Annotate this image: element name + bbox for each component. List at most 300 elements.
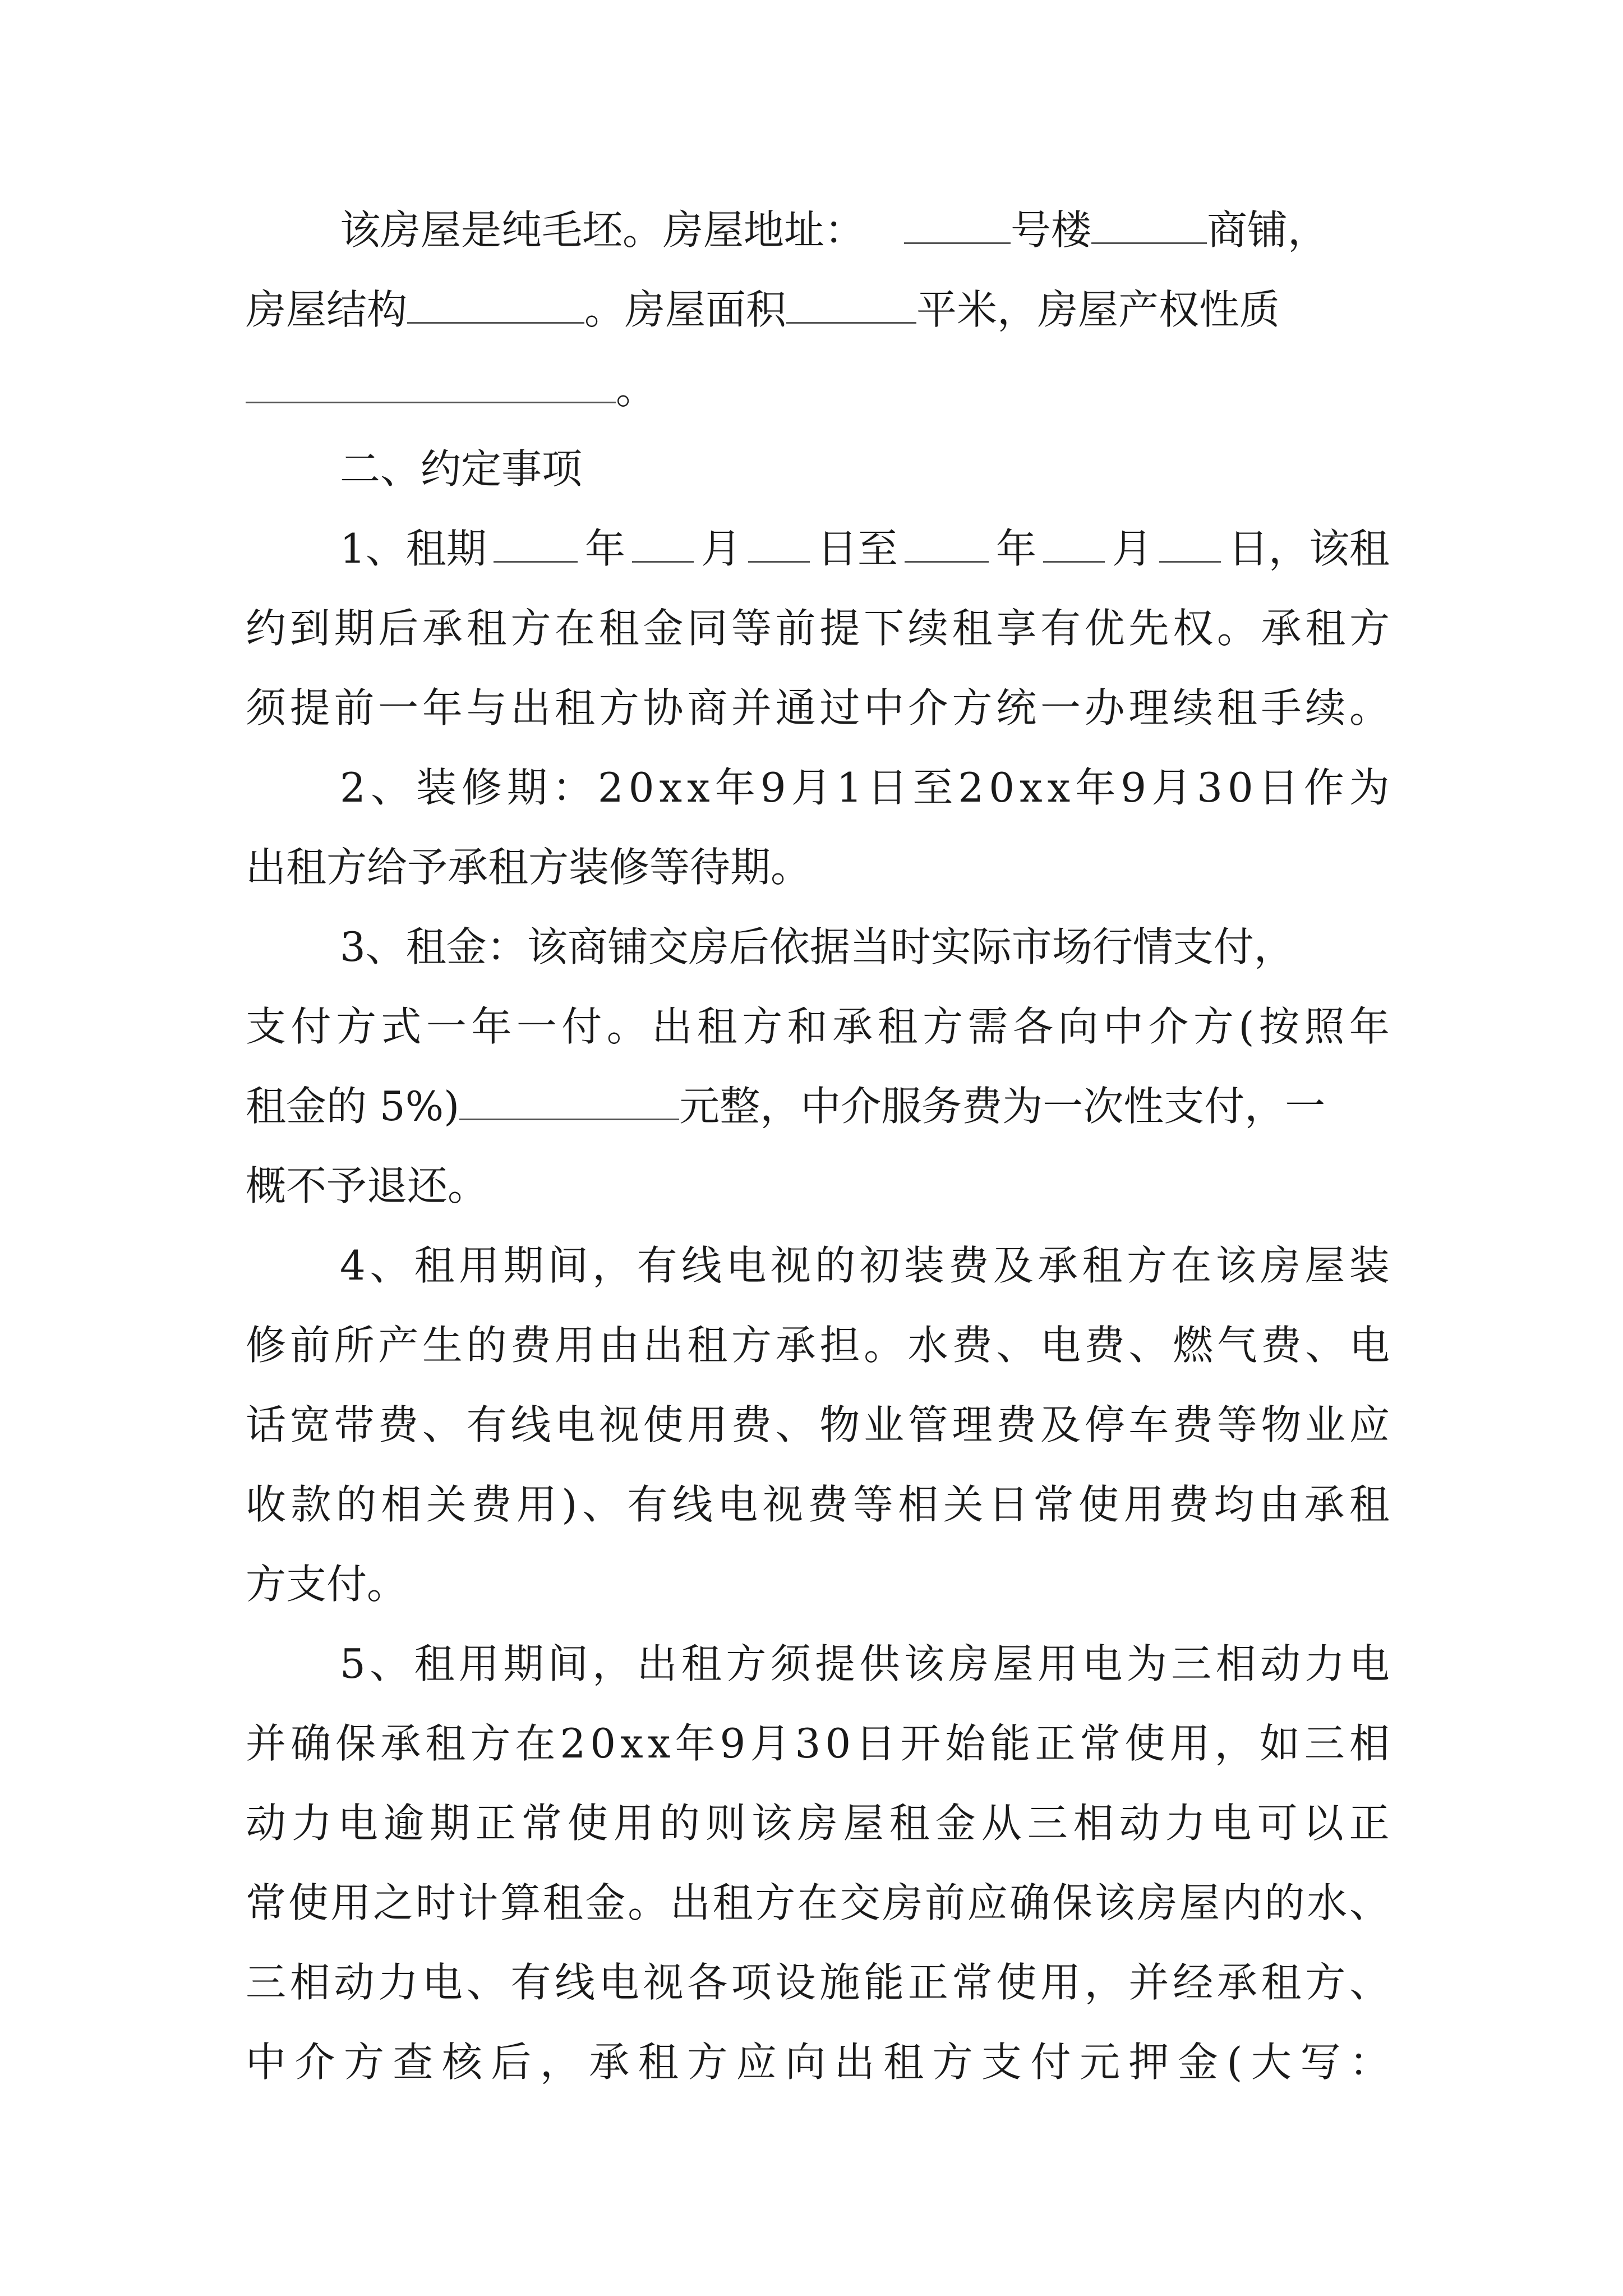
text-char: 方	[335, 1003, 376, 1050]
text-char: 计	[458, 1879, 499, 1926]
text-char: 商	[687, 684, 728, 731]
text-char: 方	[598, 684, 639, 731]
text-char: 应	[1349, 1401, 1390, 1448]
text-segment: 出租方给予承租方装修等待期。	[246, 844, 811, 891]
text-char: 承	[1261, 605, 1302, 652]
text-char: 金	[585, 1879, 626, 1926]
text-char: 费	[808, 1481, 849, 1528]
text-char: 初	[859, 1242, 900, 1289]
text-char: 用	[330, 1879, 371, 1926]
text-char: 用	[458, 1242, 499, 1289]
text-char: 租	[687, 1322, 728, 1369]
text-char: 使	[288, 1879, 329, 1926]
text-char: 燃	[1173, 1322, 1214, 1369]
text-char: 承	[832, 1003, 873, 1050]
text-char: 租	[555, 684, 596, 731]
text-char: 查	[393, 2039, 434, 2086]
text-char: 日	[988, 1481, 1029, 1528]
text-char: 须	[770, 1640, 811, 1687]
text-char: 协	[643, 684, 684, 731]
fill-in-blank	[246, 368, 616, 403]
text-char: 方	[1349, 605, 1390, 652]
text-char: 间	[547, 1640, 588, 1687]
text-char: 办	[1084, 684, 1125, 731]
text-char: 有	[510, 1959, 551, 2006]
text-char: 出	[834, 2039, 875, 2086]
text-segment: 3、租金：该商铺交房后依据当时实际市场行情支付，	[340, 923, 1294, 970]
text-char: 费	[996, 1401, 1037, 1448]
text-line	[340, 760, 1390, 816]
text-char: 用	[1123, 1481, 1164, 1528]
text-char: 、	[1128, 1322, 1169, 1369]
text-char: 方	[343, 2039, 384, 2086]
text-char: 房	[1260, 1242, 1301, 1289]
text-char: 费	[471, 1481, 512, 1528]
fill-in-blank	[407, 288, 584, 324]
text-char: 提	[289, 684, 330, 731]
text-char: 该	[903, 1640, 944, 1687]
text-char: 至	[912, 764, 953, 811]
text-line	[246, 1158, 1390, 1214]
text-char: 并	[731, 684, 772, 731]
text-char: 用	[1038, 1640, 1078, 1687]
text-char: 担	[819, 1322, 860, 1369]
text-char: 元	[1079, 2039, 1120, 2086]
text-char: )	[561, 1481, 578, 1528]
text-char: ：	[552, 764, 593, 811]
text-char: 电	[598, 1959, 639, 2006]
text-char: 在	[555, 605, 596, 652]
text-char: 屋	[993, 1640, 1034, 1687]
text-char: 出	[637, 1640, 677, 1687]
text-char: 按	[1258, 1003, 1299, 1050]
text-char: 租	[1349, 1481, 1390, 1528]
text-char: 常	[521, 1800, 562, 1847]
text-char: 费	[1173, 1401, 1214, 1448]
text-char: 介	[294, 2039, 335, 2086]
text-char: 0	[590, 1720, 616, 1767]
text-char: 先	[1128, 605, 1169, 652]
text-char: 、	[422, 1401, 463, 1448]
text-char: 屋	[843, 1800, 884, 1847]
text-char: 方	[742, 1003, 783, 1050]
text-char: 应	[967, 1879, 1008, 1926]
text-char: 等	[852, 1481, 893, 1528]
text-char: 常	[246, 1879, 287, 1926]
text-char: 3	[1197, 764, 1223, 811]
text-char: 由	[598, 1322, 639, 1369]
text-char: 有	[627, 1481, 668, 1528]
text-char: 承	[589, 2039, 630, 2086]
text-char: 视	[770, 1242, 811, 1289]
text-char: 相	[1073, 1800, 1114, 1847]
text-segment: 。	[616, 366, 657, 413]
text-char: 保	[1052, 1879, 1093, 1926]
text-char: 等	[1216, 1401, 1257, 1448]
text-char: 租	[712, 1879, 753, 1926]
text-char: 出	[510, 684, 551, 731]
text-line	[340, 1237, 1390, 1294]
text-char: 手	[1261, 684, 1302, 731]
text-char: 向	[1058, 1003, 1099, 1050]
text-char: 付	[1030, 2039, 1071, 2086]
text-char: 大	[1251, 2039, 1292, 2086]
text-char: 装	[416, 764, 457, 811]
text-segment: 概不予退还。	[246, 1162, 488, 1209]
text-char: 水	[907, 1322, 948, 1369]
text-char: 电	[1082, 1640, 1123, 1687]
text-char: 金	[1177, 2039, 1218, 2086]
text-char: 在	[797, 1879, 838, 1926]
text-char: 修	[246, 1322, 287, 1369]
text-char: 。	[864, 1322, 905, 1369]
text-char: 租	[598, 605, 639, 652]
text-char: 常	[952, 1959, 993, 2006]
text-char: 2	[340, 764, 366, 811]
text-char: 到	[289, 605, 330, 652]
text-char: 线	[672, 1481, 713, 1528]
text-char: 带	[334, 1401, 375, 1448]
text-char: 中	[246, 2039, 287, 2086]
text-char: 力	[1165, 1800, 1206, 1847]
text-char: 提	[815, 1640, 856, 1687]
text-char: 在	[515, 1720, 556, 1767]
text-char: 费	[1168, 1481, 1209, 1528]
text-char: 电	[1040, 1322, 1081, 1369]
text-line	[246, 839, 1390, 895]
text-line	[246, 999, 1390, 1055]
fill-in-blank	[904, 209, 1011, 244]
text-char: 电	[726, 1242, 767, 1289]
text-char: 宽	[289, 1401, 330, 1448]
text-segment: 二、约定事项	[340, 445, 583, 493]
text-char: ，	[540, 2039, 580, 2086]
text-char: 方	[1305, 1959, 1346, 2006]
text-char: 视	[643, 1959, 684, 2006]
text-line	[246, 1875, 1390, 1931]
text-char: 正	[1349, 1800, 1390, 1847]
text-char: 的	[659, 1800, 700, 1847]
text-char: 租	[877, 1003, 918, 1050]
text-char: 能	[864, 1959, 905, 2006]
text-char: 金	[643, 605, 684, 652]
text-char: 作	[1303, 764, 1344, 811]
text-char: 该	[1215, 1242, 1256, 1289]
text-segment: 。房屋面积	[584, 286, 787, 333]
text-char: 三	[1304, 1720, 1345, 1767]
text-char: 费	[1084, 1322, 1125, 1369]
text-char: 后	[491, 2039, 532, 2086]
text-char: 相	[381, 1481, 422, 1528]
text-char: 该	[751, 1800, 792, 1847]
text-char: 优	[1084, 605, 1125, 652]
text-char: 9	[1121, 764, 1147, 811]
text-char: 电	[1211, 1800, 1252, 1847]
text-char: 。	[606, 1003, 647, 1050]
text-char: 租	[681, 1640, 722, 1687]
text-char: 方	[923, 1003, 963, 1050]
text-line	[246, 1078, 1390, 1134]
text-char: 的	[1264, 1879, 1305, 1926]
text-char: 承	[422, 605, 463, 652]
text-char: 及	[993, 1242, 1034, 1289]
text-char: 关	[943, 1481, 984, 1528]
text-char: 均	[1214, 1481, 1255, 1528]
text-char: 0	[1227, 764, 1253, 811]
text-segment: 该房屋是纯毛坯。房屋地址：	[340, 206, 865, 254]
text-char: 用	[1040, 1959, 1081, 2006]
text-char: 统	[996, 684, 1037, 731]
text-line	[340, 202, 1390, 258]
text-char: 、	[466, 1959, 507, 2006]
text-line	[246, 361, 1390, 417]
text-char: 交	[840, 1879, 880, 1926]
text-line	[246, 680, 1390, 736]
fill-in-blank	[1043, 527, 1105, 563]
text-char: x	[620, 1720, 643, 1767]
text-char: 由	[1258, 1481, 1299, 1528]
text-char: 相	[289, 1959, 330, 2006]
text-char: 付	[291, 1003, 331, 1050]
text-char: 4	[340, 1242, 366, 1289]
text-char: 力	[291, 1800, 332, 1847]
text-char: 常	[1080, 1720, 1121, 1767]
text-char: 3	[795, 1720, 821, 1767]
text-char: 设	[775, 1959, 816, 2006]
text-char: 付	[561, 1003, 602, 1050]
text-char: 正	[1035, 1720, 1076, 1767]
text-char: 项	[731, 1959, 772, 2006]
text-char: 方	[932, 2039, 973, 2086]
text-char: 前	[289, 1322, 330, 1369]
text-char: 确	[1009, 1879, 1050, 1926]
text-char: 方	[1193, 1003, 1234, 1050]
text-char: 物	[819, 1401, 860, 1448]
text-char: 电	[337, 1800, 378, 1847]
text-char: 能	[990, 1720, 1031, 1767]
text-char: 装	[1349, 1242, 1390, 1289]
text-char: 租	[952, 605, 993, 652]
text-char: 一	[426, 1003, 467, 1050]
text-char: 房	[797, 1800, 838, 1847]
text-char: 为	[1126, 1640, 1167, 1687]
text-char: 0	[825, 1720, 851, 1767]
text-char: 权	[1173, 605, 1214, 652]
text-char: 日	[855, 1720, 896, 1767]
text-char: 承	[380, 1720, 421, 1767]
text-char: x	[659, 764, 683, 811]
text-line	[246, 1556, 1390, 1612]
text-char: 之	[373, 1879, 414, 1926]
text-char: 租	[883, 2039, 924, 2086]
text-char: 中	[1103, 1003, 1144, 1050]
text-char: 管	[907, 1401, 948, 1448]
text-segment: 元整，中介服务费为一次性支付，一	[679, 1083, 1326, 1130]
text-char: 的	[466, 1322, 507, 1369]
text-char: x	[687, 764, 710, 811]
text-char: 约	[246, 605, 287, 652]
text-char: 三	[246, 1959, 287, 2006]
text-char: 租	[414, 1242, 455, 1289]
text-char: 用	[516, 1481, 557, 1528]
text-segment: 方支付。	[246, 1561, 408, 1608]
text-char: 屋	[1304, 1242, 1345, 1289]
text-char: 承	[1216, 1959, 1257, 2006]
text-char: 承	[1038, 1242, 1078, 1289]
text-char: 中	[864, 684, 905, 731]
text-char: 所	[334, 1322, 375, 1369]
text-char: 内	[1221, 1879, 1262, 1926]
text-segment: 日至	[817, 525, 898, 572]
text-char: 电	[422, 1959, 463, 2006]
text-char: 正	[475, 1800, 516, 1847]
text-char: 以	[1303, 1800, 1344, 1847]
text-char: 出	[670, 1879, 711, 1926]
text-char: 出	[643, 1322, 684, 1369]
text-char: 经	[1173, 1959, 1214, 2006]
text-char: 有	[466, 1401, 507, 1448]
text-char: 介	[1148, 1003, 1189, 1050]
text-char: 用	[687, 1401, 728, 1448]
text-line	[246, 1795, 1390, 1851]
text-segment: 房屋结构	[246, 286, 408, 333]
text-char: 电	[1349, 1640, 1390, 1687]
text-char: 用	[1169, 1720, 1210, 1767]
text-char: 等	[731, 605, 772, 652]
fill-in-blank	[748, 527, 810, 563]
text-char: 各	[687, 1959, 728, 2006]
text-char: 期	[334, 605, 375, 652]
text-char: 日	[1258, 764, 1299, 811]
text-char: 期	[506, 764, 547, 811]
text-char: 用	[555, 1322, 596, 1369]
text-char: 下	[864, 605, 905, 652]
text-char: 在	[1171, 1242, 1212, 1289]
text-char: 相	[1215, 1640, 1256, 1687]
text-char: 水	[1307, 1879, 1348, 1926]
text-char: 年	[422, 684, 463, 731]
text-char: 租	[889, 1800, 930, 1847]
text-segment: 年	[584, 525, 625, 572]
text-line	[340, 1636, 1390, 1692]
text-char: 确	[291, 1720, 331, 1767]
text-char: 日	[867, 764, 908, 811]
fill-in-blank	[905, 527, 989, 563]
text-segment: 月	[700, 525, 741, 572]
text-char: 须	[246, 684, 287, 731]
section-heading	[340, 441, 1390, 497]
text-char: 为	[1349, 764, 1390, 811]
text-char: 开	[900, 1720, 941, 1767]
text-char: 屋	[1179, 1879, 1220, 1926]
fill-in-blank	[1159, 527, 1221, 563]
text-char: 三	[1027, 1800, 1068, 1847]
text-char: 租	[1305, 605, 1346, 652]
text-line	[340, 919, 1390, 975]
text-char: 。	[628, 1879, 668, 1926]
text-char: 用	[458, 1640, 499, 1687]
text-char: 正	[907, 1959, 948, 2006]
text-char: 则	[705, 1800, 746, 1847]
text-char: 押	[1128, 2039, 1169, 2086]
text-line	[246, 1476, 1390, 1533]
text-char: 、	[1349, 1959, 1390, 2006]
text-char: 租	[1082, 1242, 1123, 1289]
text-char: 动	[334, 1959, 375, 2006]
text-char: 间	[547, 1242, 588, 1289]
text-char: 理	[952, 1401, 993, 1448]
text-char: 过	[819, 684, 860, 731]
text-char: 及	[1040, 1401, 1081, 1448]
text-char: ，	[1084, 1959, 1125, 2006]
text-char: 方	[726, 1640, 767, 1687]
text-segment: 号楼	[1011, 206, 1092, 254]
text-char: 、	[370, 1640, 411, 1687]
text-char: 力	[1304, 1640, 1345, 1687]
text-segment: 租金的 5%)	[246, 1083, 460, 1130]
text-line	[246, 1397, 1390, 1453]
text-char: 方	[952, 684, 993, 731]
text-char: 方	[755, 1879, 796, 1926]
text-char: 支	[981, 2039, 1022, 2086]
text-char: 供	[859, 1640, 900, 1687]
text-char: 业	[864, 1401, 905, 1448]
text-char: 物	[1261, 1401, 1302, 1448]
text-char: (	[1238, 1003, 1255, 1050]
text-char: 关	[426, 1481, 467, 1528]
text-segment: 年	[995, 525, 1036, 572]
text-char: x	[647, 1720, 671, 1767]
text-char: 0	[989, 764, 1015, 811]
text-char: 前	[334, 684, 375, 731]
text-line	[246, 2034, 1390, 2090]
text-char: 电	[555, 1401, 596, 1448]
text-segment: 日，该租	[1228, 525, 1390, 572]
text-char: 动	[1119, 1800, 1160, 1847]
text-char: 核	[441, 2039, 482, 2086]
text-char: 收	[246, 1481, 287, 1528]
text-char: 生	[422, 1322, 463, 1369]
text-char: 常	[1033, 1481, 1074, 1528]
text-char: 产	[378, 1322, 419, 1369]
text-char: 业	[1305, 1401, 1346, 1448]
text-char: 算	[500, 1879, 541, 1926]
text-char: 月	[1151, 764, 1192, 811]
text-char: 一	[1040, 684, 1081, 731]
text-char: 方	[731, 1322, 772, 1369]
text-char: 并	[246, 1720, 287, 1767]
text-char: 使	[1124, 1720, 1165, 1767]
text-line	[246, 1954, 1390, 2010]
text-char: 年	[675, 1720, 716, 1767]
text-char: 用	[613, 1800, 654, 1847]
text-char: 前	[775, 605, 816, 652]
text-char: 动	[1260, 1640, 1301, 1687]
text-char: 费	[948, 1242, 989, 1289]
text-char: 气	[1216, 1322, 1257, 1369]
text-char: 相	[898, 1481, 939, 1528]
text-char: 并	[1128, 1959, 1169, 2006]
text-char: 2	[560, 1720, 586, 1767]
text-char: 费	[731, 1401, 772, 1448]
text-char: ，	[592, 1242, 633, 1289]
text-char: 始	[945, 1720, 986, 1767]
text-char: 和	[787, 1003, 828, 1050]
text-char: 、	[370, 1242, 411, 1289]
text-char: 租	[425, 1720, 466, 1767]
text-char: 电	[717, 1481, 758, 1528]
text-char: 式	[381, 1003, 422, 1050]
